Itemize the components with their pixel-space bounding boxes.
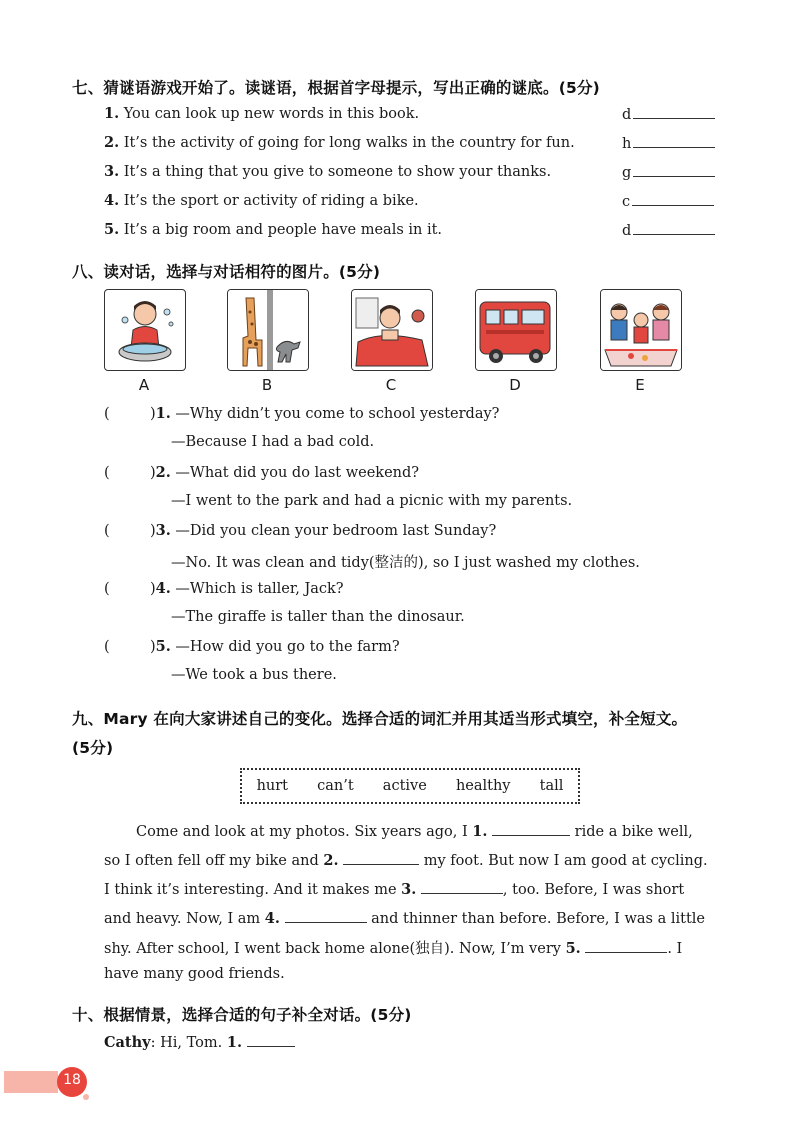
picture-d-label: D bbox=[509, 376, 521, 394]
blank-2[interactable] bbox=[343, 851, 419, 865]
picture-d bbox=[475, 289, 557, 371]
picture-a bbox=[104, 289, 186, 371]
section8-heading: 八、读对话，选择与对话相符的图片。(5分) bbox=[72, 263, 381, 281]
dialogue-line-cathy: Cathy: Hi, Tom. 1. bbox=[104, 1033, 295, 1051]
word-bank bbox=[240, 768, 580, 804]
word-tall: tall bbox=[539, 778, 564, 794]
section9-heading: 九、Mary 在向大家讲述自己的变化。选择合适的词汇并用其适当形式填空，补全短文。 bbox=[72, 710, 688, 728]
section10-heading: 十、根据情景，选择合适的句子补全对话。(5分) bbox=[72, 1006, 412, 1024]
word-healthy: healthy bbox=[455, 778, 511, 794]
dialogue-3-question: ( )3. —Did you clean your bedroom last Sunday? bbox=[104, 522, 497, 539]
picture-c bbox=[351, 289, 433, 371]
picture-e bbox=[600, 289, 682, 371]
passage-line-1: Come and look at my photos. Six years ago, I 1. ride a bike well, bbox=[136, 823, 693, 840]
sick-boy-in-bed-icon bbox=[352, 290, 432, 370]
picture-c-label: C bbox=[385, 376, 397, 394]
dialogue-5-question: ( )5. —How did you go to the farm? bbox=[104, 638, 400, 655]
answer-paren-5[interactable]: ( bbox=[104, 639, 110, 655]
riddle-1-answer[interactable]: d bbox=[622, 105, 715, 123]
riddle-5-answer[interactable]: d bbox=[622, 221, 715, 239]
riddle-3-answer[interactable]: g bbox=[622, 163, 715, 181]
word-cant: can’t bbox=[317, 778, 354, 794]
dialogue-4-question: ( )4. —Which is taller, Jack? bbox=[104, 580, 344, 597]
picture-e-label: E bbox=[635, 376, 645, 394]
dialogue-4-answer: —The giraffe is taller than the dinosaur. bbox=[171, 609, 465, 625]
dialogue-1-answer: —Because I had a bad cold. bbox=[171, 434, 375, 450]
family-picnic-icon bbox=[601, 290, 681, 370]
answer-paren-2[interactable]: ( bbox=[104, 465, 110, 481]
passage-line-6: have many good friends. bbox=[104, 966, 285, 982]
picture-b-label: B bbox=[261, 376, 273, 394]
giraffe-and-dinosaur-icon bbox=[228, 290, 308, 370]
riddle-3: 3. It’s a thing that you give to someone to show your thanks. bbox=[104, 163, 552, 180]
blank-10-1[interactable] bbox=[247, 1033, 295, 1047]
word-active: active bbox=[382, 778, 427, 794]
picture-a-label: A bbox=[138, 376, 150, 394]
blank-1[interactable] bbox=[492, 822, 570, 836]
riddle-1: 1. You can look up new words in this book. bbox=[104, 105, 420, 122]
dialogue-2-answer: —I went to the park and had a picnic with my parents. bbox=[171, 493, 573, 509]
passage-line-3: I think it’s interesting. And it makes me 3. , too. Before, I was short bbox=[104, 881, 685, 898]
page-number: 18 bbox=[63, 1072, 81, 1088]
dialogue-5-answer: —We took a bus there. bbox=[171, 667, 337, 683]
riddle-5: 5. It’s a big room and people have meals in it. bbox=[104, 221, 443, 238]
answer-paren-1[interactable]: ( bbox=[104, 406, 110, 422]
riddle-2-answer[interactable]: h bbox=[622, 134, 715, 152]
boy-washing-clothes-icon bbox=[105, 290, 185, 370]
blank-3[interactable] bbox=[421, 880, 503, 894]
page-number-badge bbox=[0, 1063, 90, 1099]
riddle-4-answer[interactable]: c bbox=[622, 192, 714, 210]
blank-4[interactable] bbox=[285, 909, 367, 923]
section7-heading: 七、猜谜语游戏开始了。读谜语，根据首字母提示，写出正确的谜底。(5分) bbox=[72, 79, 600, 97]
riddle-4: 4. It’s the sport or activity of riding a bike. bbox=[104, 192, 419, 209]
dialogue-2-question: ( )2. —What did you do last weekend? bbox=[104, 464, 420, 481]
picture-b bbox=[227, 289, 309, 371]
answer-paren-4[interactable]: ( bbox=[104, 581, 110, 597]
section9-score: (5分) bbox=[72, 739, 114, 757]
dialogue-3-answer: —No. It was clean and tidy(整洁的), so I just washed my clothes. bbox=[171, 555, 640, 571]
speaker-name: Cathy bbox=[104, 1034, 151, 1051]
answer-paren-3[interactable]: ( bbox=[104, 523, 110, 539]
dialogue-1-question: ( )1. —Why didn’t you come to school yesterday? bbox=[104, 405, 500, 422]
passage-line-4: and heavy. Now, I am 4. and thinner than before. Before, I was a little bbox=[104, 910, 705, 927]
passage-line-5: shy. After school, I went back home alone(独自). Now, I’m very 5. . I bbox=[104, 940, 683, 957]
bus-icon bbox=[476, 290, 556, 370]
blank-5[interactable] bbox=[585, 939, 667, 953]
riddle-2: 2. It’s the activity of going for long walks in the country for fun. bbox=[104, 134, 575, 151]
word-hurt: hurt bbox=[256, 778, 288, 794]
passage-line-2: so I often fell off my bike and 2. my foot. But now I am good at cycling. bbox=[104, 852, 708, 869]
